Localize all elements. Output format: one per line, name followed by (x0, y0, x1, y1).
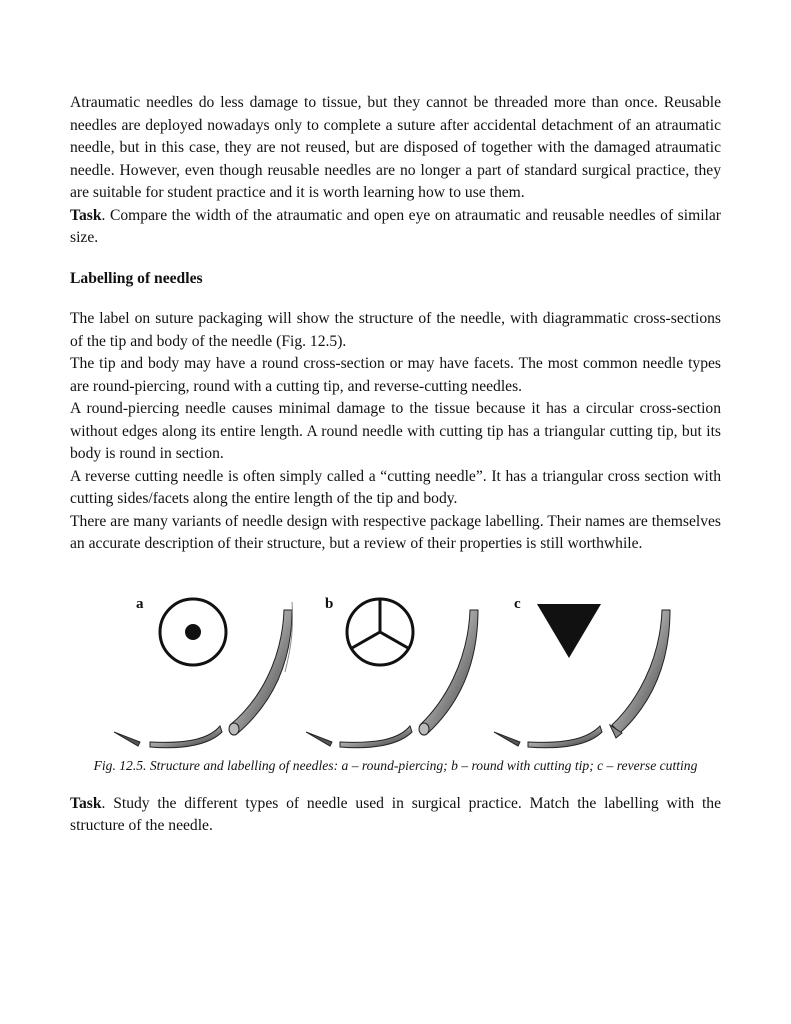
reverse-cutting-section-icon (537, 604, 601, 658)
paragraph-cross-section: The tip and body may have a round cross-section or may have facets. The most common needle types are round-piercing, round with a cutting tip, and reverse-cutting needles. (70, 355, 721, 395)
needle-diagrams (70, 592, 721, 752)
task-compare (70, 205, 721, 250)
figure-caption: Fig. 12.5. Structure and labelling of needles: a – round-piercing; b – round with cutting tip; c – reverse cutting (93, 757, 698, 773)
task-study (70, 793, 721, 838)
paragraph-variants: There are many variants of needle design with respective package labelling. Their names are themselves an accurate description of their structure, but a review of their properties is still worthwhile. (70, 512, 721, 552)
figure-label-b: b (325, 595, 334, 612)
round-piercing-section-icon (160, 599, 226, 665)
needle-figure (70, 592, 721, 752)
paragraph-round-piercing: A round-piercing needle causes minimal damage to the tissue because it has a circular cross-section without edges along its entire length. A round needle with cutting tip has a triangular cutting tip, but its body is round in section. (70, 400, 721, 462)
task-label: Task (70, 794, 102, 812)
figure-label-c: c (514, 595, 521, 612)
section-heading: Labelling of needles (70, 269, 203, 287)
figure-label-a: a (136, 595, 144, 612)
task-text: . Study the different types of needle used in surgical practice. Match the labelling with the structure of the needle. (70, 794, 721, 834)
round-cutting-tip-section-icon (347, 599, 413, 665)
page-content (70, 92, 721, 838)
paragraph-reverse-cutting: A reverse cutting needle is often simply called a “cutting needle”. It has a triangular cross section with cutting sides/facets along the entire length of the tip and body. (70, 467, 721, 507)
task-text: . Compare the width of the atraumatic and open eye on atraumatic and reusable needles of similar size. (70, 206, 721, 246)
paragraph-atraumatic-needles: Atraumatic needles do less damage to tissue, but they cannot be threaded more than once. Reusable needles are deployed nowadays only to complete a suture after accidental detachment of an atraumatic needle, but in this case, they are not reused, but are disposed of together with the damaged atraumatic needle. However, even though reusable needles are no longer a part of standard surgical practice, they are suitable for student practice and it is worth learning how to use them. (70, 94, 721, 201)
paragraph-label-structure: The label on suture packaging will show the structure of the needle, with diagrammatic cross-sections of the tip and body of the needle (Fig. 12.5). (70, 310, 721, 350)
task-label: Task (70, 206, 102, 224)
